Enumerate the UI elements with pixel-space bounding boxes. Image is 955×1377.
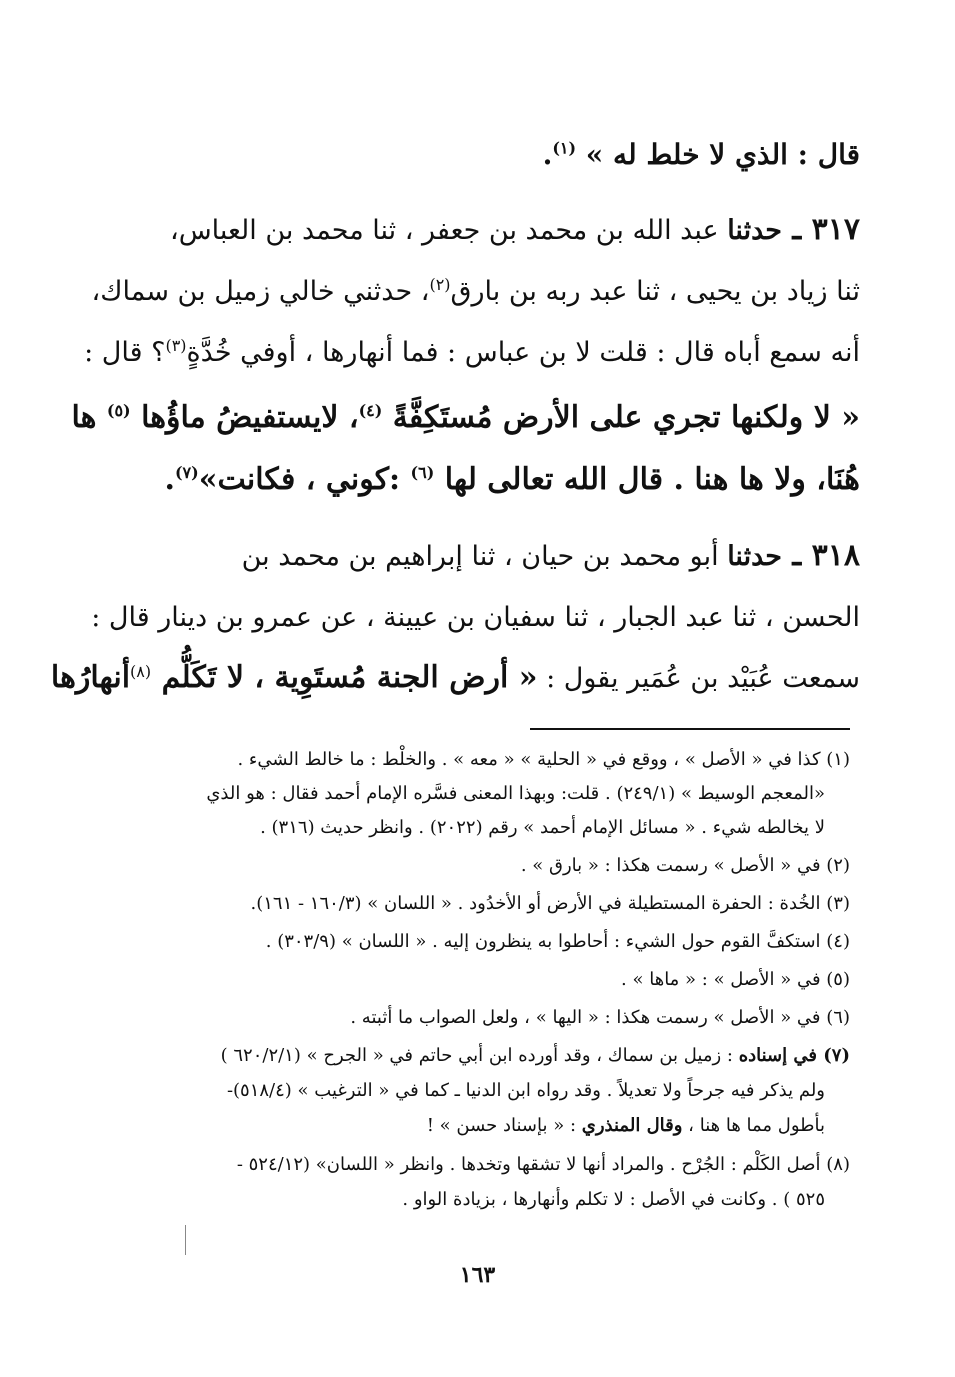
footnote-text: «المعجم الوسيط » (٢٤٩/١) . قلت: وبهذا المعنى فسَّره الإمام أحمد فقال : هو الذي bbox=[206, 783, 825, 804]
footnote-1-line-2 bbox=[125, 779, 825, 809]
footnote-marker: (٢) bbox=[429, 275, 451, 294]
footnote-marker: (١) bbox=[552, 138, 577, 158]
quote-segment: ، لايستفيضُ ماؤُها bbox=[130, 400, 359, 435]
footnote-1-line-3 bbox=[125, 813, 825, 843]
footnote-7-line-1 bbox=[150, 1041, 850, 1071]
hadith-number: ٣١٧ ـ bbox=[781, 212, 860, 247]
footnote-label: (٧) في إسناده bbox=[738, 1045, 850, 1066]
footnote-text: ولم يذكر فيه جرحاً ولا تعديلاً . وقد رواه ابن الدنيا ـ كما في « الترغيب » (٥١٨/٤)- bbox=[226, 1080, 825, 1101]
quote-segment: . bbox=[164, 462, 175, 497]
footnote-3 bbox=[150, 889, 850, 919]
text-segment: ، حدثني خالي زميل بن سماك، bbox=[91, 276, 430, 307]
footnote-marker: (٥) bbox=[106, 401, 131, 420]
footnote-5 bbox=[150, 965, 850, 995]
hadith-317-line-3 bbox=[84, 333, 860, 373]
quote-segment: « لا ولكنها تجري على الأرض مُستَكِفَّةً bbox=[382, 400, 860, 435]
footnote-text: (٣) الخُدة : الحفرة المستطيلة في الأرض أو الأخدُود . « اللسان » (١٦٠/٣ - ١٦١). bbox=[250, 893, 850, 914]
hadith-318-line-1 bbox=[160, 536, 860, 577]
hadith-317-line-1 bbox=[160, 210, 860, 251]
footnote-marker: (٨) bbox=[130, 662, 152, 681]
footnote-text: : زميل بن سماك ، وقد أورده ابن أبي حاتم في « الجرح » (٦٢٠/٢/١ ) bbox=[220, 1045, 739, 1066]
text-segment: ثنا زياد بن يحيى ، ثنا عبد ربه بن بارق bbox=[450, 276, 860, 307]
text-segment: عبد الله بن محمد بن جعفر ، ثنا محمد بن العباس، bbox=[169, 215, 728, 246]
quote-segment: ها bbox=[71, 400, 107, 435]
hadith-317-line-5 bbox=[160, 460, 860, 500]
footnote-text: (٦) في « الأصل » رسمت هكذا : « اليها » ، ولعل الصواب ما أثبته . bbox=[350, 1007, 850, 1028]
footnote-text: (٤) استكفَّ القوم حول الشيء : أحاطوا به ينظرون إليه . « اللسان » (٣٠٣/٩) . bbox=[265, 931, 850, 952]
footnote-marker: (٤) bbox=[358, 401, 383, 420]
hadith-317-line-4 bbox=[71, 398, 860, 438]
text-segment: الحسن ، ثنا عبد الجبار ، ثنا سفيان بن عيينة ، عن عمرو بن دينار قال : bbox=[91, 602, 860, 633]
hadith-lead: حدثنا bbox=[727, 541, 782, 572]
footnote-label: وقال المنذري bbox=[581, 1115, 683, 1136]
hadith-lead: حدثنا bbox=[727, 215, 782, 246]
footnote-text: (٨) أصل الكَلْم : الجُرْح . والمراد أنها لا تشقها وتخدها . وانظر « اللسان» (٥٢٤/١٢ - bbox=[236, 1154, 850, 1175]
footnote-text: (٢) في « الأصل » رسمت هكذا : « بارق » . bbox=[520, 855, 850, 876]
footnote-7-line-3 bbox=[125, 1111, 825, 1141]
text-segment: ؟ قال : bbox=[84, 337, 166, 368]
footnote-text: لا يخالطه شيء . « مسائل الإمام أحمد » رقم (٢٠٢٢) . وانظر حديث (٣١٦) . bbox=[260, 817, 825, 838]
footnote-1-line-1 bbox=[150, 745, 850, 775]
footnote-text: (٥) في « الأصل » : « ماها » . bbox=[621, 969, 850, 990]
quote-segment: أنهارُها bbox=[50, 660, 131, 695]
footnote-text: : « بإسناد حسن » ! bbox=[426, 1115, 582, 1136]
footnote-8-line-1 bbox=[150, 1150, 850, 1180]
footnote-2 bbox=[150, 851, 850, 881]
page-number: ١٦٣ bbox=[459, 1262, 496, 1288]
footnote-7-line-2 bbox=[125, 1076, 825, 1106]
footnote-text: ٥٢٥ ) . وكانت في الأصل : لا تكلم وأنهارها ، بزيادة الواو . bbox=[402, 1189, 825, 1210]
text-segment: قال : الذي لا خلط له » bbox=[576, 138, 860, 171]
quote-segment: « أرض الجنة مُستَوِية ، لا تَكَلُّم bbox=[151, 660, 538, 695]
footnote-separator bbox=[530, 728, 850, 730]
text-segment: . bbox=[542, 138, 553, 171]
text-segment: أبو محمد بن حيان ، ثنا إبراهيم بن محمد بن bbox=[241, 541, 728, 572]
text-segment: أنه سمع أباه قال : قلت لا بن عباس : فما أنهارها ، أوفي خُدَّةٍ bbox=[186, 337, 860, 368]
footnote-marker: (٦) bbox=[410, 463, 435, 482]
footnote-8-line-2 bbox=[125, 1185, 825, 1215]
footnote-text: (١) كذا في « الأصل » ، ووقع في « الحلية » « معه » . والخلْط : ما خالط الشيء . bbox=[237, 749, 850, 770]
text-segment: سمعت عُبَيْد بن عُمَير يقول : bbox=[537, 663, 860, 694]
quote-segment: هُنَا، ولا ها هنا . قال الله تعالى لها bbox=[434, 462, 860, 497]
footnote-4 bbox=[150, 927, 850, 957]
footnote-marker: (٧) bbox=[174, 463, 199, 482]
footnote-6 bbox=[150, 1003, 850, 1033]
hadith-318-line-3 bbox=[50, 658, 860, 699]
footnote-marker: (٣) bbox=[165, 336, 187, 355]
scan-edge-mark bbox=[185, 1225, 186, 1255]
hadith-number: ٣١٨ ـ bbox=[781, 538, 860, 573]
hadith-318-line-2 bbox=[91, 598, 860, 638]
text-line-1 bbox=[160, 135, 860, 175]
footnote-text: بأطول مما ها هنا ، bbox=[682, 1115, 825, 1136]
hadith-317-line-2 bbox=[91, 272, 860, 312]
quote-segment: :كوني ، فكانت» bbox=[198, 462, 411, 497]
